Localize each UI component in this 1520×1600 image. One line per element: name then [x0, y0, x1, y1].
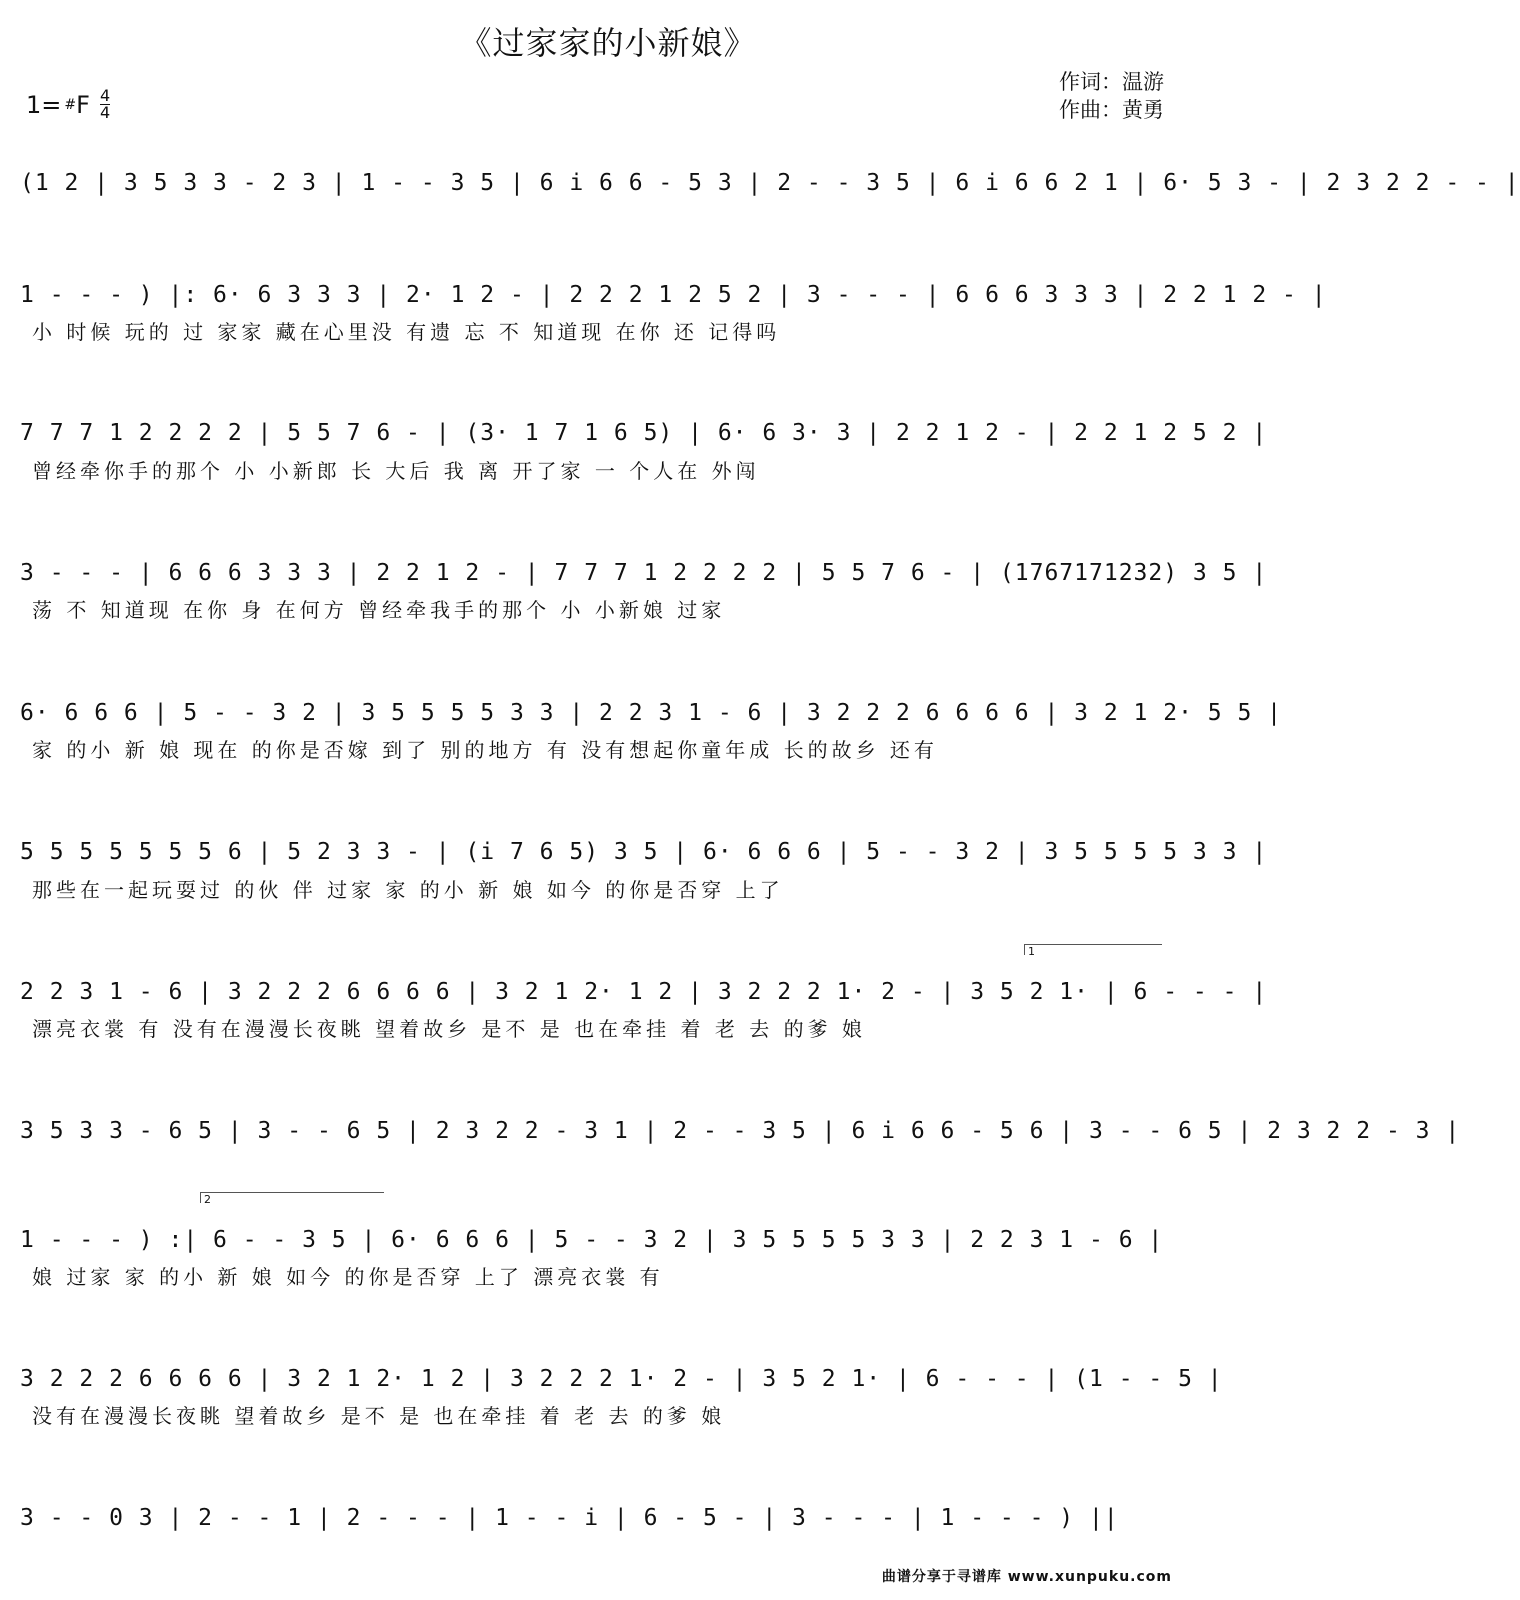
- notation-line: (1 2 | 3 5 3 3 - 2 3 | 1 - - 3 5 | 6 i 6 6 - 5 3 | 2 - - 3 5 | 6 i 6 6 2 1 | 6· 5 3 - | 2 3 2 2 - - |: [20, 170, 1520, 196]
- lyricist: 作词：温游: [1059, 70, 1164, 94]
- volta-2: 2: [200, 1192, 384, 1203]
- lyrics-line: 曾经牵你手的那个 小 小新郎 长 大后 我 离 开了家 一 个人在 外闯: [32, 459, 760, 483]
- notation-line: 6· 6 6 6 | 5 - - 3 2 | 3 5 5 5 5 3 3 | 2 2 3 1 - 6 | 3 2 2 2 6 6 6 6 | 3 2 1 2· 5 5 |: [20, 700, 1283, 726]
- lyrics-line: 荡 不 知道现 在你 身 在何方 曾经牵我手的那个 小 小新娘 过家: [32, 598, 726, 622]
- credits: [1059, 68, 1164, 124]
- notation-line: 3 5 3 3 - 6 5 | 3 - - 6 5 | 2 3 2 2 - 3 1 | 2 - - 3 5 | 6 i 6 6 - 5 6 | 3 - - 6 5 | 2 3 2 2 - 3 |: [20, 1118, 1461, 1144]
- notation-line: 3 2 2 2 6 6 6 6 | 3 2 1 2· 1 2 | 3 2 2 2 1· 2 - | 3 5 2 1· | 6 - - - | (1 - - 5 |: [20, 1366, 1223, 1392]
- time-bottom: 4: [99, 103, 111, 122]
- lyrics-line: 没有在漫漫长夜眺 望着故乡 是不 是 也在牵挂 着 老 去 的爹 娘: [32, 1404, 726, 1428]
- notation-line: 3 - - - | 6 6 6 3 3 3 | 2 2 1 2 - | 7 7 7 1 2 2 2 2 | 5 5 7 6 - | (1767171232) 3 5 |: [20, 560, 1268, 586]
- notation-line: 2 2 3 1 - 6 | 3 2 2 2 6 6 6 6 | 3 2 1 2· 1 2 | 3 2 2 2 1· 2 - | 3 5 2 1· | 6 - - - |: [20, 979, 1268, 1005]
- key-note: F: [76, 90, 90, 119]
- notation-line: 7 7 7 1 2 2 2 2 | 5 5 7 6 - | (3· 1 7 1 6 5) | 6· 6 3· 3 | 2 2 1 2 - | 2 2 1 2 5 2 |: [20, 420, 1268, 446]
- lyrics-line: 家 的小 新 娘 现在 的你是否嫁 到了 别的地方 有 没有想起你童年成 长的故乡 还有: [32, 738, 938, 762]
- time-signature: [100, 88, 110, 121]
- watermark-footer: 曲谱分享于寻谱库 www.xunpuku.com: [881, 1569, 1172, 1585]
- notation-line: 1 - - - ) |: 6· 6 3 3 3 | 2· 1 2 - | 2 2 2 1 2 5 2 | 3 - - - | 6 6 6 3 3 3 | 2 2 1 2 - |: [20, 282, 1327, 308]
- volta-1: 1: [1024, 944, 1162, 955]
- notation-line: 3 - - 0 3 | 2 - - 1 | 2 - - - | 1 - - i | 6 - 5 - | 3 - - - | 1 - - - ) ||: [20, 1505, 1119, 1531]
- key-label: 1=: [26, 90, 62, 119]
- lyrics-line: 漂亮衣裳 有 没有在漫漫长夜眺 望着故乡 是不 是 也在牵挂 着 老 去 的爹 娘: [32, 1017, 866, 1041]
- lyrics-line: 娘 过家 家 的小 新 娘 如今 的你是否穿 上了 漂亮衣裳 有: [32, 1265, 664, 1289]
- key-signature: [26, 88, 110, 121]
- time-top: 4: [99, 86, 111, 105]
- composer: 作曲：黄勇: [1059, 98, 1164, 122]
- lyrics-line: 小 时候 玩的 过 家家 藏在心里没 有遗 忘 不 知道现 在你 还 记得吗: [32, 320, 781, 344]
- notation-line: 5 5 5 5 5 5 5 6 | 5 2 3 3 - | (i 7 6 5) 3 5 | 6· 6 6 6 | 5 - - 3 2 | 3 5 5 5 5 3 3 |: [20, 839, 1268, 865]
- notation-line: 1 - - - ) :| 6 - - 3 5 | 6· 6 6 6 | 5 - - 3 2 | 3 5 5 5 5 3 3 | 2 2 3 1 - 6 |: [20, 1227, 1164, 1253]
- score-title: 《过家家的小新娘》: [459, 24, 757, 62]
- lyrics-line: 那些在一起玩耍过 的伙 伴 过家 家 的小 新 娘 如今 的你是否穿 上了: [32, 878, 784, 902]
- sharp-sign: #: [64, 96, 77, 113]
